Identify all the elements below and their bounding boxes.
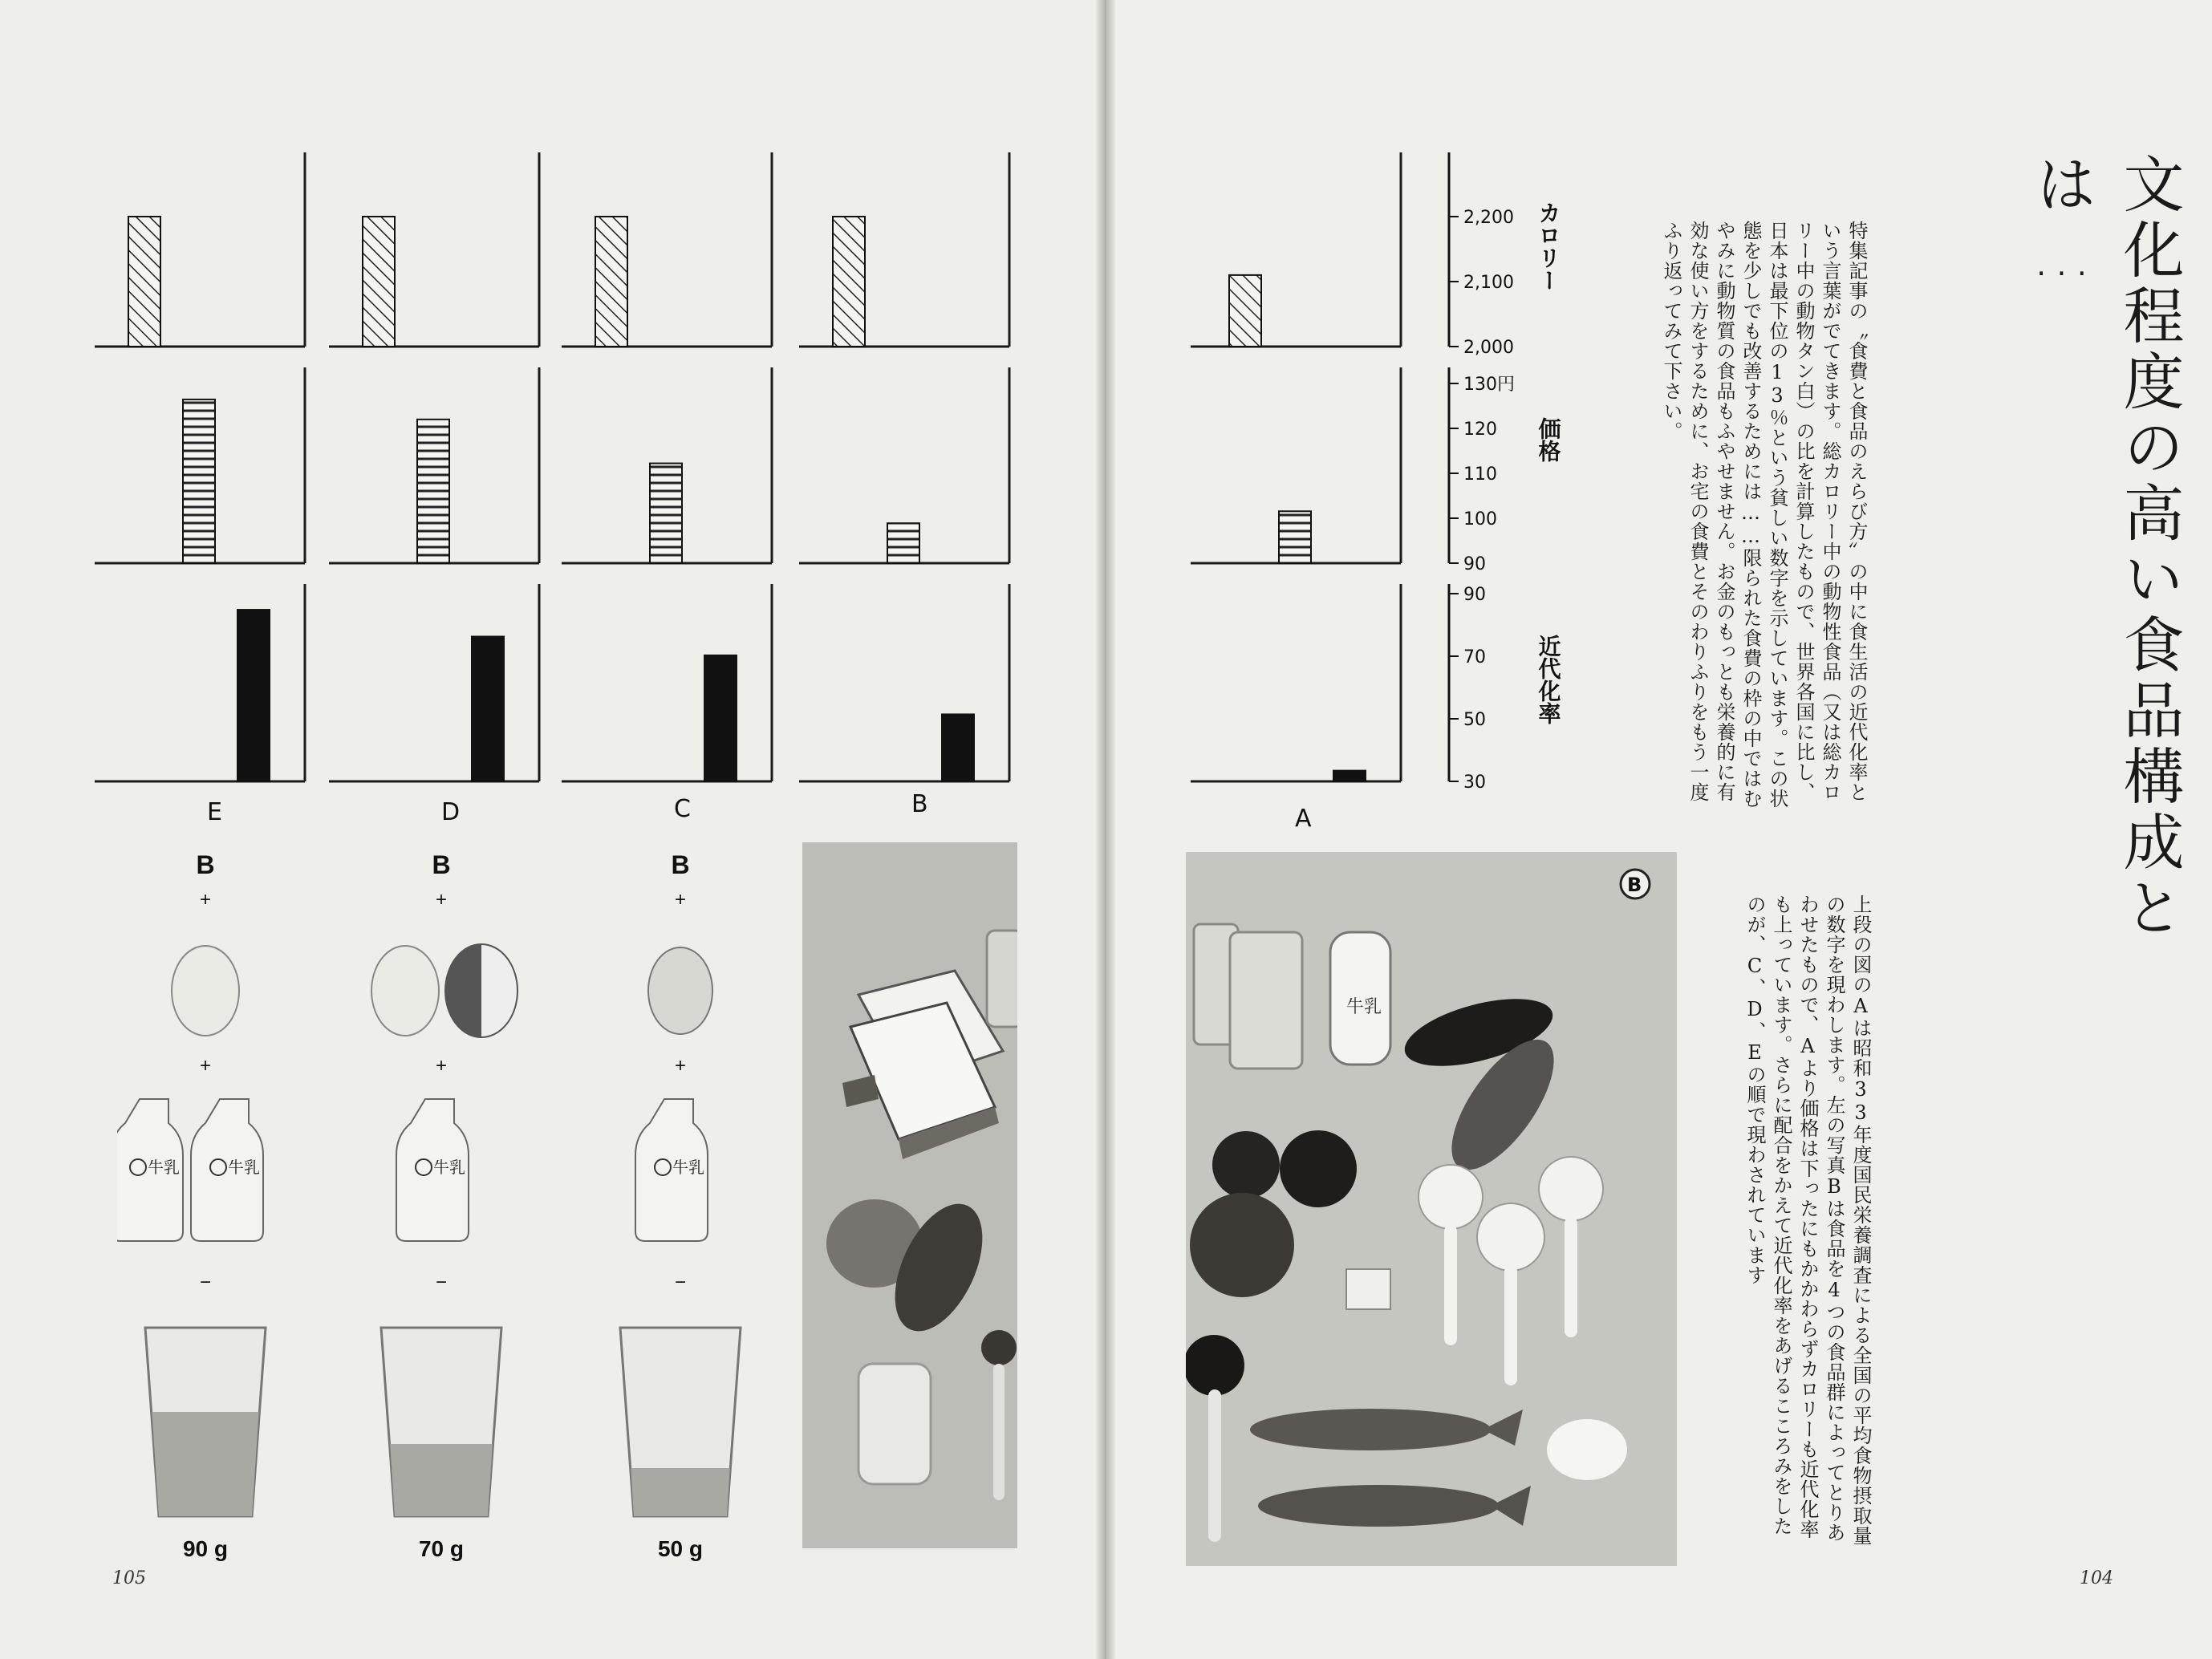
- cheese-cube-image: [1346, 1269, 1390, 1309]
- grain-glass-illustration: [353, 1316, 530, 1532]
- scale-axis-label: 近代化率: [1535, 635, 1562, 724]
- bar-B-2: [942, 714, 974, 781]
- scale-tick-label: 110: [1463, 464, 1497, 485]
- milk-bottle-illustration: [117, 1091, 294, 1251]
- scale-tick-label: 90: [1463, 585, 1486, 605]
- grain-weight-label: 90 g: [182, 1536, 229, 1561]
- scale-tick-label: 50: [1463, 710, 1486, 730]
- scale-tick-label: 30: [1463, 773, 1486, 793]
- bar-A-2: [1333, 771, 1366, 781]
- scale-tick-label: 2,000: [1463, 338, 1514, 358]
- food-group-b-label: B: [671, 850, 690, 879]
- grain-weight-label: 70 g: [418, 1536, 465, 1561]
- bar-B-0: [833, 217, 865, 347]
- milk-glass-image: [987, 931, 1017, 1027]
- page-number-right: 104: [2080, 1568, 2113, 1588]
- butter-image: [858, 1364, 931, 1484]
- bar-E-0: [128, 217, 160, 347]
- scale-tick-label: 70: [1463, 647, 1486, 667]
- scale-tick-label: 90: [1463, 554, 1486, 574]
- grain-glass-illustration: [117, 1316, 294, 1532]
- bar-E-1: [183, 400, 215, 563]
- milk-bottle-illustration: [353, 1091, 530, 1251]
- egg-illustration: [592, 939, 769, 1043]
- egg-illustration: [117, 939, 294, 1043]
- milk-bottle-image: [1330, 932, 1390, 1065]
- photo-label-b: [1621, 870, 1650, 898]
- plus-sign: +: [674, 889, 686, 911]
- tomato-image: [1190, 1193, 1294, 1297]
- scale-tick-label: 120: [1463, 420, 1497, 440]
- scale-tick-label: 2,200: [1463, 208, 1514, 228]
- bar-A-1: [1279, 511, 1311, 563]
- scale-tick-label: 130円: [1463, 375, 1515, 395]
- plus-sign: +: [435, 889, 447, 911]
- bar-C-2: [704, 655, 737, 781]
- minus-sign: −: [674, 1272, 686, 1293]
- plus-sign: +: [674, 1055, 686, 1077]
- bar-D-1: [417, 420, 449, 563]
- bar-A-0: [1229, 275, 1261, 347]
- svg-text:牛乳: 牛乳: [228, 1158, 260, 1177]
- plus-sign: +: [199, 1055, 211, 1077]
- svg-text:牛乳: 牛乳: [1346, 997, 1382, 1017]
- minus-sign: −: [199, 1272, 211, 1293]
- egg-image: [1547, 1419, 1627, 1480]
- ingredient-column-D: [353, 850, 530, 1572]
- category-label-D: D: [441, 798, 461, 826]
- bar-D-0: [363, 217, 395, 347]
- svg-text:牛乳: 牛乳: [672, 1158, 704, 1177]
- bar-C-0: [595, 217, 627, 347]
- category-label-B: B: [911, 790, 928, 818]
- food-photo-bread-potatoes: [802, 842, 1017, 1548]
- food-photo-b-set: [1186, 852, 1677, 1566]
- bar-E-2: [237, 610, 270, 781]
- page-title: 文化程度の高い食品構成とは…: [2026, 152, 2185, 942]
- plus-sign: +: [199, 889, 211, 911]
- figure-caption: 上段の図のAは昭和33年度国民栄養調査による全国の平均食物摂取量の数字を現わします。左の写真Bは食品を4つの食品群によってとりあわせたもので、Aより価格は下ったにもかかわらずカロリーも近代化率も上っています。さらに配合をかえて近代化率をあげるこころみをしたのが、C、D、Eの順で現わされています: [1743, 894, 1872, 1546]
- grain-glass-illustration: [592, 1316, 769, 1532]
- photo-label-text: B: [1627, 874, 1642, 896]
- minus-sign: −: [435, 1272, 447, 1293]
- ingredient-column-E: [117, 850, 294, 1572]
- milk-bottle-illustration: [592, 1091, 769, 1251]
- bar-C-1: [650, 464, 682, 563]
- category-label-E: E: [207, 798, 222, 826]
- bar-B-1: [887, 523, 919, 563]
- scale-axis-label: カロリー: [1535, 201, 1562, 291]
- svg-text:牛乳: 牛乳: [148, 1158, 180, 1177]
- intro-paragraph: 特集記事の〝食費と食品のえらび方〟の中に食生活の近代化率という言葉がでてきます。総カロリー中の動物性食品（又は総カロリー中の動物タン白）の比を計算したもので、世界各国に比し、日本は最下位の13％という貧しい数字を示しています。この状態を少しでも改善するためには……限られた食費の枠の中ではむやみに動物質の食品もふやせません。お金のもっとも栄養的に有効な使い方をするために、お宅の食費とそのわりふりをもう一度ふり返ってみて下さい。: [1660, 221, 1868, 809]
- egg-illustration: [353, 939, 530, 1043]
- plus-sign: +: [435, 1055, 447, 1077]
- food-group-b-label: B: [432, 850, 451, 879]
- scale-tick-label: 2,100: [1463, 273, 1514, 293]
- category-label-A: A: [1295, 805, 1312, 833]
- svg-text:牛乳: 牛乳: [433, 1158, 465, 1177]
- bar-D-2: [472, 636, 504, 781]
- category-label-C: C: [674, 795, 691, 823]
- scale-tick-label: 100: [1463, 509, 1497, 529]
- food-group-b-label: B: [196, 850, 215, 879]
- page-number-left: 105: [112, 1568, 146, 1588]
- grain-weight-label: 50 g: [657, 1536, 704, 1561]
- scale-axis-label: 価格: [1535, 417, 1562, 462]
- ingredient-column-C: [592, 850, 769, 1572]
